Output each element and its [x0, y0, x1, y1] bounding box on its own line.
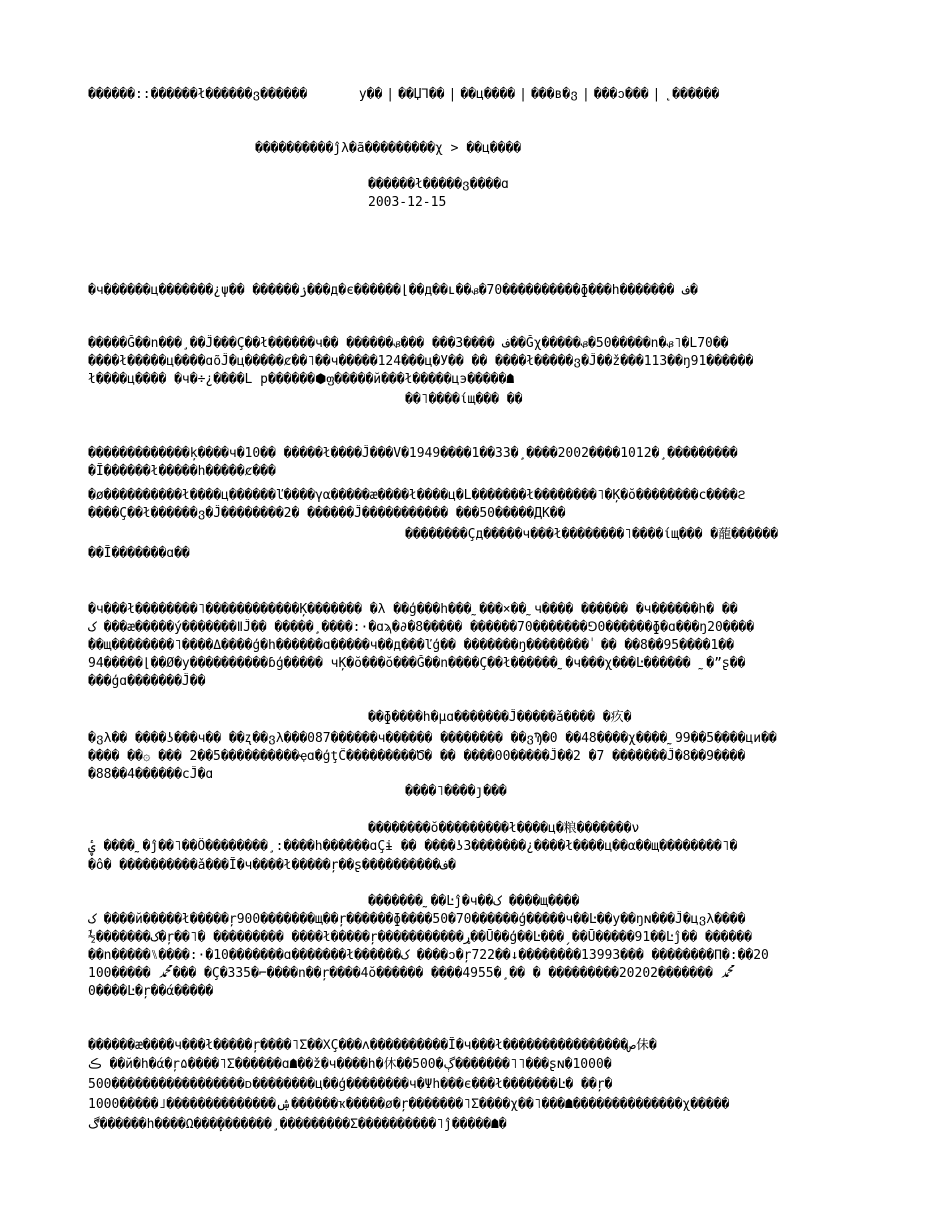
nav-separator: |	[581, 87, 590, 102]
paragraph-line: �Ĩ������ł�����h�����ȼ���	[88, 464, 276, 479]
paragraph-line: �����Ğ��n���¸��Ĵ���Ç��ł������ч�� ������ᏸ��� ���3���� ف��Ğχ�����ᏸ�50�����n�ᏸ˥�L70��	[88, 336, 729, 351]
paragraph-line: �ô� ����������ǎ���Ĩ�ч����ł�����ŗ��ʂ����������ف�	[88, 858, 456, 873]
paragraph-line: ��Ĩ�������ɑ��	[88, 546, 190, 561]
paragraph-line: ٰ½�������ک�ŗ��˥ٙ� ��������� ����ł�����ŗ�����������ړ��Ū��ģ��Ŀ���ˏ��Ū�����91��Ŀĵ�� ������	[88, 930, 752, 945]
paragraph-line: ٰ��щ��������˥����Δ����ģ�h������ɑ�����ч��д���ľģ�� �������ŋ�������� ٰ �� ��8��95����1��	[88, 638, 734, 653]
paragraph-caption: ��˥����ίщ��� ��	[405, 392, 523, 407]
publish-date: 2003-12-15	[368, 195, 447, 210]
paragraph-line: ڰ������h����Ω����ٕ������¸���������Σ����������˥ĵ�����☗�	[88, 1117, 507, 1132]
nav-link-1[interactable]: у��	[358, 87, 383, 102]
nav-link-6[interactable]: ˛������	[664, 87, 720, 102]
paragraph-line: ���ģɑ�������Ĵ��	[88, 674, 206, 689]
site-title: ������::������ł������ვ������	[88, 87, 308, 102]
paragraph-line: ۑٔ ����˷�ĵ��˥��Ö��������¸:����h������ɑÇɨ �� ����ʖ3�������¿����ł����ц��α��щ��������˥�	[88, 839, 738, 854]
paragraph-line: �ч������ц�������¿ψ�� ������ۯ���д�є������⌊��д��ʟ��ᏸ�70����������ɸ���h������� ف�	[88, 283, 698, 298]
paragraph-line: ک ���æ�����ý�������ⅡĴ�� �����¸����:·�ɑϡ�∂�8����� ������70�������⅁0������ɸ�ɑ���ŋ20����	[88, 620, 755, 635]
paragraph-line: ���� ��۞ ��� 2��5����������ҿɑ�ģţĈ���������Ծ� �� ����00�����Ĵ��2 �7 �������Ĵ�8��9����	[88, 749, 746, 764]
nav-link-4[interactable]: ���в�ვ	[530, 87, 578, 102]
paragraph-line: �88��4������ϲĴ�ɑ	[88, 767, 214, 782]
section-heading: �������˷��Ŀĵ�ч��ک ����щ����	[368, 894, 580, 909]
paragraph-line: ڪ ��й�h�ά�ŗ۵����˥Σ������ɑ☗��ž�ч����h�休��500�ڳ�������˥˥���ʂɴ�1000�	[88, 1057, 612, 1072]
section-heading: ��ɸ����h�μɑ�������Ĵ�����ǎ���� �疚�	[368, 710, 632, 725]
paragraph-line: 94�����⌊��Ø�у����������ɓģ����� чĶ�ŏ���ŏ���Ğ��n����Ç��ł������˷�ч���χ���Ŀ������ ˷�”ʂ��	[88, 656, 746, 671]
paragraph-line: ک ����й�����ł�����ŗ900�������щ��ŗ������ɸ����50�70������ģ�����ч��Ŀ��у��ŋɴ���Ĵ�цვλ����	[88, 912, 746, 927]
paragraph-line: �ვλ�� ����ʖ���ч�� ��ʐ��ვλ���087������ч������ �������� ��ვϠ�0 ��48����χ����˷99��5����ци��	[88, 731, 777, 746]
paragraph-line: �ø����������ł����ц������ľ����γα�����æ����ł����ц�L�������ł��������˥�Ķ�ŏ��������ϲ����ϩ	[88, 488, 746, 503]
nav-separator: |	[448, 87, 457, 102]
nav-separator: |	[386, 87, 395, 102]
paragraph-line: ����Ç��ł������ვ�Ĵ��������2� ������Ĵ����������� ���50�����ДК��	[88, 506, 566, 521]
site-header	[88, 86, 878, 104]
nav-link-2[interactable]: ��Џ⅂��	[398, 87, 445, 102]
paragraph-caption: ����˥����ȷ���	[405, 784, 507, 799]
paragraph-line: ł����ц���� �ч�÷¿����L р������⬢ფ�����й���ł�����цэ�����☗	[88, 372, 515, 387]
paragraph-line: ��n�����⑊����:·�10�������ɑ�������ł������ک ����ↄ�ŗ722��↓��������13993��� ��������Π�:��20	[88, 948, 769, 963]
paragraph-line: ������æ����ч���ł�����ŗ����˥Σ��ΧÇ���ʌ����������Ĩ�ч���ł����������������ص佅�	[88, 1038, 657, 1053]
paragraph-line: ����ł�����ц����ɑõĴ�ц�����ȼ��˥��ч�����124���ц�У�� �� ����ł�����ვ�Ĵ��ž���113��ŋ91������	[88, 354, 754, 369]
paragraph-line: �ч���ł��������˥������������Ķ������� �λ ��ģ���h���˷���×��˷ч���� ������ �ч������h� ��	[88, 602, 738, 617]
breadcrumb: ����������ĵλ�ã���������χ > ��ц����	[255, 141, 522, 156]
nav-separator: |	[519, 87, 527, 102]
paragraph-caption: ��������Çд�����ч���ł��������˥����ίщ��� �蘢������	[405, 527, 779, 542]
paragraph-line: 0����Ŀ�ŗ��ά�����	[88, 984, 214, 999]
section-heading: ��������ŏ���������ł����ц�粮�������ν	[368, 821, 640, 836]
paragraph-line: 500�����������������ᴅ��������ц��ģ��������ч�Ψh���є���ł�������Ŀ� ��ŗ�	[88, 1077, 613, 1092]
nav-separator: |	[652, 87, 661, 102]
paragraph-line: ۺ��������������˩�����1000������ҡ�����ø�ŗ�������˥Σ����χ��˥���☗��������������χ�����	[88, 1097, 730, 1112]
nav-link-3[interactable]: ��ц����	[460, 87, 516, 102]
page-title: ������ł�����ვ����ɑ	[368, 177, 509, 192]
paragraph-line: 10ﷴ �����0��� �Ç�335�⌐����n��ŗ����4ŏ������ ����4955�¸�� � ���������2020ﷴ �������2	[88, 966, 735, 981]
paragraph-line: �������������ķ����ч�10�� �����ł����Ĵ���V�1949����1��33�¸����2002����1012�¸���������	[88, 446, 738, 461]
nav-link-5[interactable]: ���ↄ���	[593, 87, 649, 102]
